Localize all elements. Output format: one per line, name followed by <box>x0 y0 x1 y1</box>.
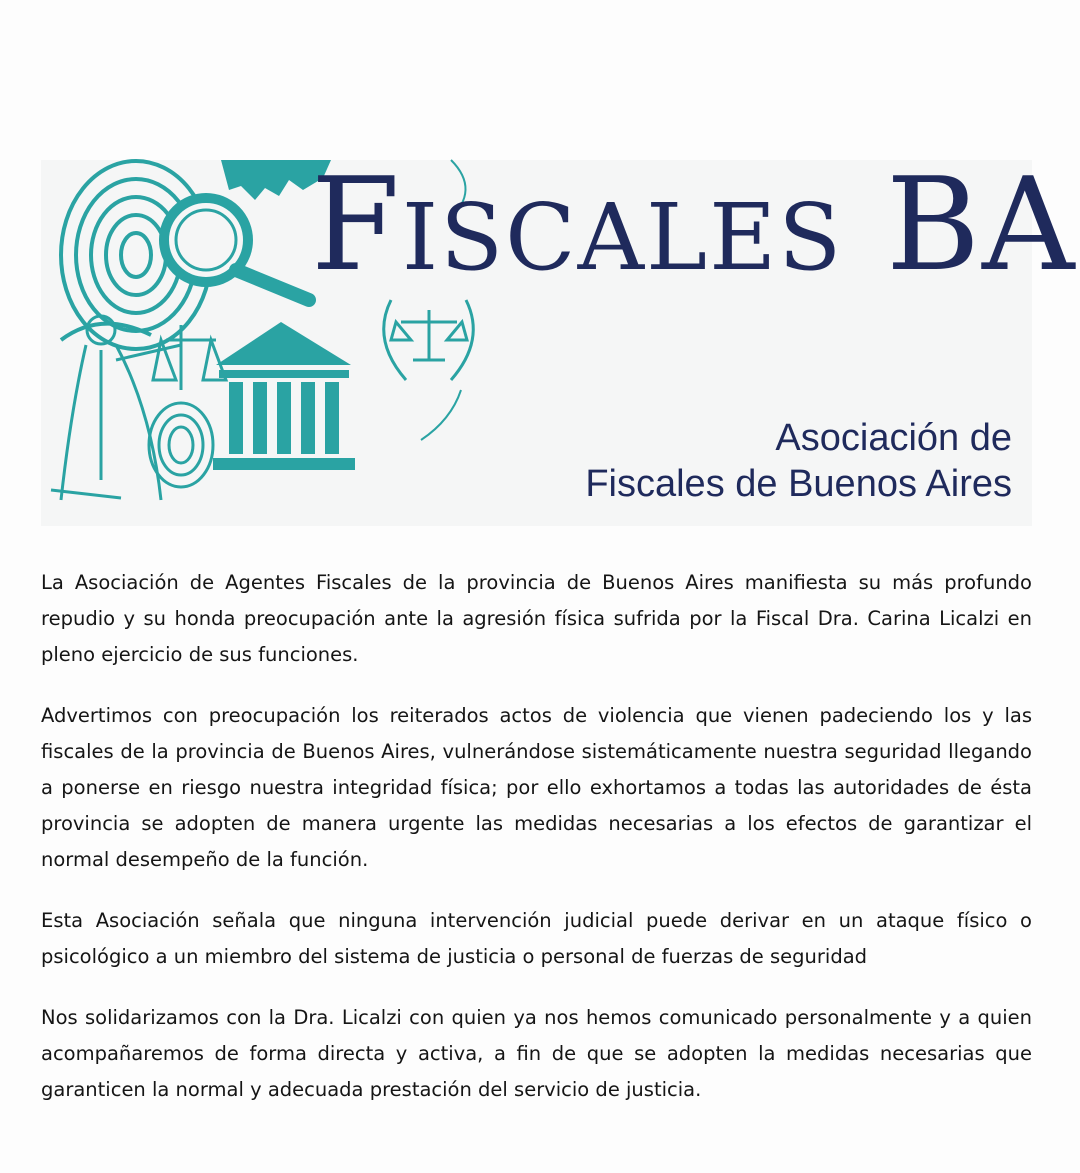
magnifying-glass-icon <box>164 198 309 300</box>
statement-body <box>41 565 1032 1133</box>
title-initial: F <box>311 151 402 300</box>
paragraph: Nos solidarizamos con la Dra. Licalzi con quien ya nos hemos comunicado personalmente y a quien acompañaremos de forma directa y activa, a fin de que se adopten la medidas necesarias que garanticen la normal y adecuada prestación del servicio de justicia. <box>41 1006 1032 1101</box>
logo-subtitle <box>585 415 1012 507</box>
paragraph: La Asociación de Agentes Fiscales de la provincia de Buenos Aires manifiesta su más profundo repudio y su honda preocupación ante la agresión física sufrida por la Fiscal Dra. Carina Licalzi en pleno ejercicio de sus funciones. <box>41 571 1032 666</box>
paragraph: Esta Asociación señala que ninguna intervención judicial puede derivar en un ataque físico o psicológico a un miembro del sistema de justicia o personal de fuerzas de seguridad <box>41 909 1032 968</box>
paragraph: Advertimos con preocupación los reiterados actos de violencia que vienen padeciendo los y las fiscales de la provincia de Buenos Aires, vulnerándose sistemáticamente nuestra seguridad llegando a ponerse en riesgo nuestra integridad física; por ello exhortamos a todas las autoridades de ésta provincia se adopten de manera urgente las medidas necesarias a los efectos de garantizar el normal desempeño de la función. <box>41 704 1032 871</box>
logo-title <box>311 151 1077 300</box>
scales-wreath-icon <box>384 300 474 380</box>
title-rest: ISCALES <box>401 184 844 291</box>
subtitle-line-1: Asociación de <box>775 417 1012 459</box>
courthouse-icon <box>213 322 355 470</box>
title-ba: BA <box>885 151 1077 300</box>
logo-banner <box>41 151 1077 526</box>
subtitle-line-2: Fiscales de Buenos Aires <box>585 463 1012 505</box>
lady-justice-icon <box>51 316 226 500</box>
fingerprint-small-icon <box>149 403 213 487</box>
